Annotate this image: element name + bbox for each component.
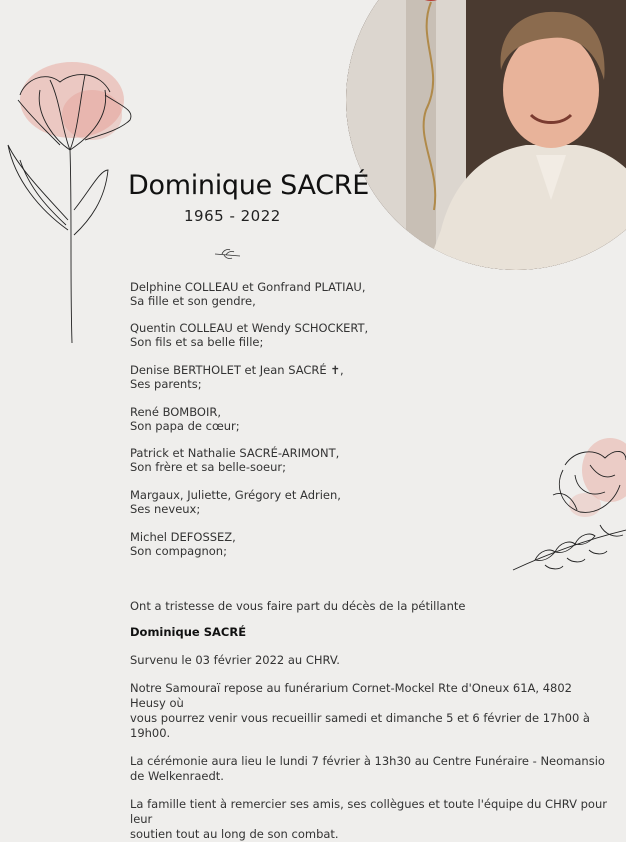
family-entry [130, 405, 240, 433]
family-relation: Son frère et sa belle-soeur; [130, 460, 287, 474]
family-names: René BOMBOIR, [130, 405, 222, 419]
family-relation: Son fils et sa belle fille; [130, 335, 264, 349]
family-relation: Ses neveux; [130, 502, 201, 516]
family-entry [130, 530, 236, 558]
family-relation: Son compagnon; [130, 544, 227, 558]
rose-branch-illustration [505, 420, 626, 580]
thanks-line2: soutien tout au long de son combat. [130, 827, 339, 841]
family-names: Delphine COLLEAU et Gonfrand PLATIAU, [130, 280, 366, 294]
family-names: Quentin COLLEAU et Wendy SCHOCKERT, [130, 321, 369, 335]
life-years: 1965 - 2022 [184, 207, 281, 225]
rest-info-line1: Notre Samouraï repose au funérarium Cornet-Mockel Rte d'Oneux 61A, 4802 Heusy où [130, 681, 573, 710]
family-relation: Son papa de cœur; [130, 419, 240, 433]
rest-info-line2: vous pourrez venir vous recueillir samedi et dimanche 5 et 6 février de 17h00 à 19h00. [130, 711, 590, 740]
ceremony-text: La cérémonie aura lieu le lundi 7 février à 13h30 au Centre Funéraire - Neomansio de Welkenraedt. [130, 754, 605, 783]
leaf-divider-icon [214, 247, 242, 261]
family-names: Denise BERTHOLET et Jean SACRÉ ✝, [130, 363, 344, 377]
announcement-text [130, 599, 610, 842]
family-entry [130, 488, 341, 516]
deceased-name-title: Dominique SACRÉ [128, 170, 369, 201]
family-entry [130, 363, 344, 391]
family-relation: Sa fille et son gendre, [130, 294, 256, 308]
family-names: Patrick et Nathalie SACRÉ-ARIMONT, [130, 446, 340, 460]
family-entry [130, 321, 368, 349]
intro-text: Ont a tristesse de vous faire part du décès de la pétillante [130, 599, 466, 613]
death-date-text: Survenu le 03 février 2022 au CHRV. [130, 653, 340, 667]
family-relation: Ses parents; [130, 377, 202, 391]
thanks-line1: La famille tient à remercier ses amis, ses collègues et toute l'équipe du CHRV pour leur [130, 797, 607, 826]
family-entry [130, 280, 366, 308]
family-entry [130, 446, 339, 474]
family-names: Michel DEFOSSEZ, [130, 530, 236, 544]
tulip-illustration [0, 60, 150, 350]
deceased-name: Dominique SACRÉ [130, 625, 247, 639]
portrait-photo [346, 0, 626, 270]
family-names: Margaux, Juliette, Grégory et Adrien, [130, 488, 341, 502]
